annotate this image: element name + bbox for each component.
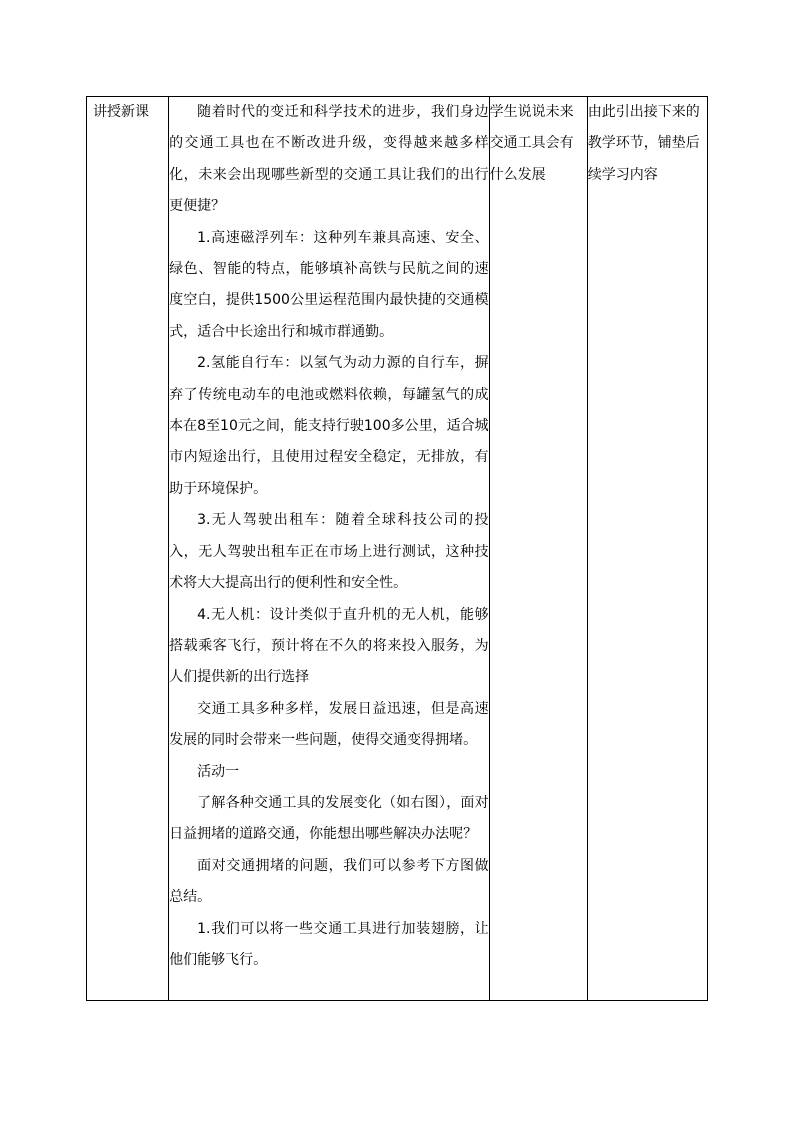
driverless-taxi-paragraph: 3.无人驾驶出租车：随着全球科技公司的投入，无人驾驶出租车正在市场上进行测试，这种技术将大大提高出行的便利性和安全性。 bbox=[169, 512, 489, 592]
student-activity-cell bbox=[489, 97, 587, 1001]
student-activity-text: 学生说说未来交通工具会有什么发展 bbox=[489, 104, 574, 183]
activity-heading: 活动一 bbox=[197, 763, 240, 780]
drone-paragraph: 4.无人机：设计类似于直升机的无人机，能够搭载乘客飞行，预计将在不久的将来投入服务，为人们提供新的出行选择 bbox=[169, 606, 489, 686]
congestion-paragraph: 交通工具多种多样，发展日益迅速，但是高速发展的同时会带来一些问题，使得交通变得拥堵。 bbox=[169, 700, 489, 749]
table-row bbox=[87, 97, 708, 1001]
design-intent-cell bbox=[587, 97, 707, 1001]
hydrogen-bike-paragraph: 2.氢能自行车：以氢气为动力源的自行车，摒弃了传统电动车的电池或燃料依赖，每罐氢气的成本在8至10元之间，能支持行驶100多公里，适合城市内短途出行，且使用过程安全稳定，无排放，有助于环境保护。 bbox=[169, 355, 489, 497]
activity-question-paragraph: 了解各种交通工具的发展变化（如右图），面对日益拥堵的道路交通，你能想出哪些解决办法呢？ bbox=[169, 794, 489, 843]
summary-paragraph: 面对交通拥堵的问题，我们可以参考下方图做总结。 bbox=[169, 857, 489, 906]
section-label: 讲授新课 bbox=[93, 104, 149, 120]
solution-paragraph: 1.我们可以将一些交通工具进行加装翅膀，让他们能够飞行。 bbox=[169, 920, 489, 968]
maglev-train-paragraph: 1.高速磁浮列车：这种列车兼具高速、安全、绿色、智能的特点，能够填补高铁与民航之间的速度空白，提供1500公里运程范围内最快捷的交通模式，适合中长途出行和城市群通勤。 bbox=[169, 229, 489, 340]
teaching-content-cell bbox=[169, 97, 490, 1001]
intro-paragraph: 随着时代的变迁和科学技术的进步，我们身边的交通工具也在不断改进升级，变得越来越多样化，未来会出现哪些新型的交通工具让我们的出行更便捷？ bbox=[169, 104, 489, 215]
design-intent-text: 由此引出接下来的教学环节，铺垫后续学习内容 bbox=[587, 104, 700, 183]
lesson-plan-table bbox=[86, 96, 708, 1001]
section-cell bbox=[87, 97, 169, 1001]
